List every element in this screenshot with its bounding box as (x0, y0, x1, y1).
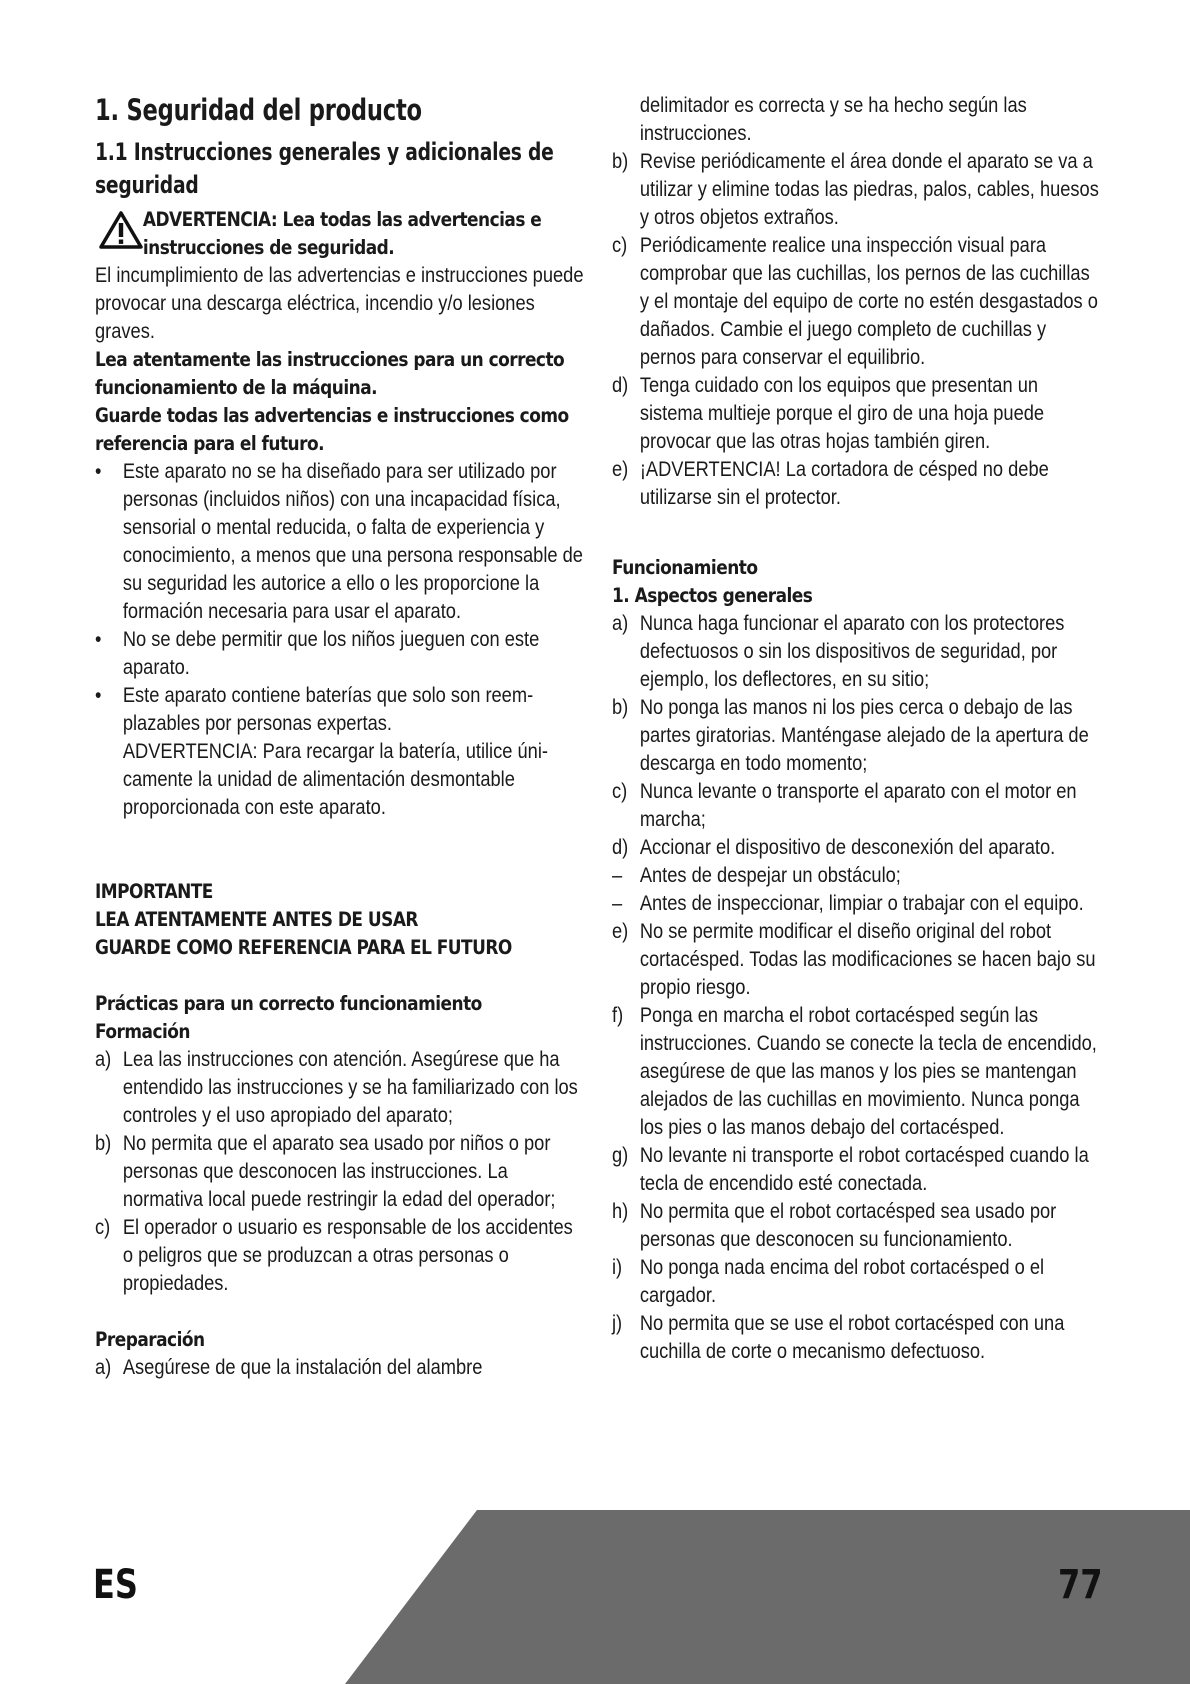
bullet-text (123, 682, 585, 822)
item-text: No permita que se use el robot cortacésped con una cuchilla de corte o mecanismo defectuoso. (639, 1312, 1065, 1363)
list-item (95, 682, 585, 822)
item-text: Antes de despejar un obstáculo; (639, 864, 901, 887)
list-item (95, 1354, 585, 1382)
left-column (95, 90, 585, 1382)
preparation-list-start (95, 1354, 585, 1382)
right-column (612, 92, 1102, 1366)
list-item (612, 372, 1102, 456)
list-item (95, 626, 585, 682)
list-item (95, 1214, 585, 1298)
item-text: El operador o usuario es responsable de los accidentes o peligros que se produzcan a otras personas o propiedades. (122, 1216, 573, 1295)
bullet-marker: • (95, 460, 102, 483)
subsection-title: 1.1 Instrucciones generales y adicionales de seguridad (95, 138, 554, 199)
right-column-text (612, 92, 1102, 1366)
preparation-list-continued (612, 92, 1102, 512)
item-text: No se permite modificar el diseño original del robot cortacésped. Todas las modificaciones se hacen bajo su propio riesgo. (639, 920, 1096, 999)
item-text: Revise periódicamente el área donde el aparato se va a utilizar y elimine todas las piedras, palos, cables, huesos y otros objetos extraños. (639, 150, 1099, 229)
item-text: Periódicamente realice una inspección visual para comprobar que las cuchillas, los pernos de las cuchillas y el montaje del equipo de corte no estén desgastados o dañados. Cambie el juego completo de cuchillas y pernos para conservar el equilibrio. (639, 234, 1098, 369)
item-text: Nunca levante o transporte el aparato con el motor en marcha; (639, 780, 1077, 831)
section-title: 1. Seguridad del producto (95, 93, 422, 127)
item-marker: g) (612, 1144, 629, 1167)
list-item (612, 1142, 1102, 1198)
footer-band (0, 1510, 1190, 1684)
item-marker: b) (612, 696, 629, 719)
training-title: Formación (95, 1020, 190, 1043)
item-marker: c) (95, 1216, 111, 1239)
item-text: No levante ni transporte el robot cortacésped cuando la tecla de encendido esté conectada. (639, 1144, 1089, 1195)
item-text: Nunca haga funcionar el aparato con los protectores defectuosos o sin los dispositivos de seguridad, por ejemplo, los deflectores, en su sitio; (639, 612, 1065, 691)
important-line-1: IMPORTANTE (95, 880, 213, 903)
training-list (95, 1046, 585, 1298)
item-text: Asegúrese de que la instalación del alambre (122, 1356, 483, 1379)
item-marker: a) (95, 1356, 112, 1379)
read-carefully-text: Lea atentamente las instrucciones para un correcto funcionamiento de la máquina. (95, 348, 565, 399)
item-marker: e) (612, 458, 629, 481)
list-item (612, 1310, 1102, 1366)
item-text: Lea las instrucciones con atención. Asegúrese que ha entendido las instrucciones y se ha familiarizado con los controles y el uso apropiado del aparato; (122, 1048, 578, 1127)
item-marker: – (612, 864, 623, 887)
item-marker: d) (612, 374, 629, 397)
preparation-title: Preparación (95, 1328, 205, 1351)
practices-title: Prácticas para un correcto funcionamiento (95, 992, 482, 1015)
list-item (612, 1254, 1102, 1310)
important-line-3: GUARDE COMO REFERENCIA PARA EL FUTURO (95, 936, 512, 959)
item-marker: b) (612, 150, 629, 173)
item-text: Accionar el dispositivo de desconexión del aparato. (639, 836, 1056, 859)
item-marker: a) (95, 1048, 112, 1071)
bullet-text: No se debe permitir que los niños jueguen con este aparato. (122, 628, 540, 679)
important-notice (95, 878, 585, 962)
item-marker: b) (95, 1132, 112, 1155)
list-item (612, 92, 1102, 148)
language-tag: ES (93, 1562, 138, 1608)
item-text: Ponga en marcha el robot cortacésped según las instrucciones. Cuando se conecte la tecla de encendido, asegúrese de que las manos y los pies se mantengan alejados de las cuchillas en movimiento. Nunca ponga los pies o las manos debajo del cortacésped. (639, 1004, 1097, 1139)
warning-bold-text: ADVERTENCIA: Lea todas las advertencias e instrucciones de seguridad. (142, 208, 542, 259)
list-item (612, 778, 1102, 834)
list-item (612, 918, 1102, 1002)
keep-warnings-text: Guarde todas las advertencias e instrucciones como referencia para el futuro. (95, 404, 569, 455)
bullet-text: Este aparato no se ha diseñado para ser utilizado por personas (incluidos niños) con una incapacidad física, sensorial o mental reducida, o falta de experiencia y conocimiento, a menos que una persona responsable de su seguridad les autorice a ello o les proporcione la formación necesaria para usar el aparato. (122, 460, 583, 623)
bullet-marker: • (95, 628, 102, 651)
item-marker: j) (612, 1312, 623, 1335)
item-marker: e) (612, 920, 629, 943)
item-marker: f) (612, 1004, 624, 1027)
item-text: Antes de inspeccionar, limpiar o trabajar con el equipo. (639, 892, 1084, 915)
item-text-continued: delimitador es correcta y se ha hecho según las instrucciones. (639, 94, 1027, 145)
list-item (612, 694, 1102, 778)
bullet-marker: • (95, 684, 102, 707)
list-item (95, 458, 585, 626)
item-marker: h) (612, 1200, 629, 1223)
bullet-text-main: Este aparato contiene baterías que solo son reemplazables por personas expertas. (122, 684, 534, 735)
list-item (612, 862, 1102, 890)
list-item (612, 834, 1102, 862)
item-marker: d) (612, 836, 629, 859)
item-text: No permita que el aparato sea usado por niños o por personas que desconocen las instrucciones. La normativa local puede restringir la edad del operador; (122, 1132, 556, 1211)
item-marker: c) (612, 780, 628, 803)
list-item (612, 232, 1102, 372)
item-marker: a) (612, 612, 629, 635)
list-item (612, 1198, 1102, 1254)
battery-warning-text: ADVERTENCIA: Para recargar la batería, utilice únicamente la unidad de alimentación desmontable proporcionada con este aparato. (122, 740, 548, 819)
page-number: 77 (1058, 1562, 1103, 1608)
item-text: No permita que el robot cortacésped sea usado por personas que desconocen su funcionamiento. (639, 1200, 1057, 1251)
operation-title: Funcionamiento (612, 556, 758, 579)
item-text: No ponga nada encima del robot cortacésped o el cargador. (639, 1256, 1045, 1307)
general-aspects-list (612, 610, 1102, 1366)
important-line-2: LEA ATENTAMENTE ANTES DE USAR (95, 908, 418, 931)
item-marker: c) (612, 234, 628, 257)
item-text: No ponga las manos ni los pies cerca o debajo de las partes giratorias. Manténgase alejado de la apertura de descarga en todo momento; (639, 696, 1089, 775)
item-text: Tenga cuidado con los equipos que presentan un sistema multieje porque el giro de una hoja puede provocar que las otras hojas también giren. (639, 374, 1045, 453)
list-item (95, 1130, 585, 1214)
safety-bullet-list (95, 458, 585, 822)
warning-normal-text: El incumplimiento de las advertencias e instrucciones puede provocar una descarga eléctrica, incendio y/o lesiones graves. (95, 264, 584, 343)
warning-text (95, 206, 585, 1382)
list-item (612, 456, 1102, 512)
item-marker: – (612, 892, 623, 915)
list-item (612, 148, 1102, 232)
item-marker: i) (612, 1256, 623, 1279)
list-item (95, 1046, 585, 1130)
list-item (612, 890, 1102, 918)
general-aspects-title: 1. Aspectos generales (612, 584, 813, 607)
item-text: ¡ADVERTENCIA! La cortadora de césped no debe utilizarse sin el protector. (639, 458, 1049, 509)
list-item (612, 1002, 1102, 1142)
list-item (612, 610, 1102, 694)
